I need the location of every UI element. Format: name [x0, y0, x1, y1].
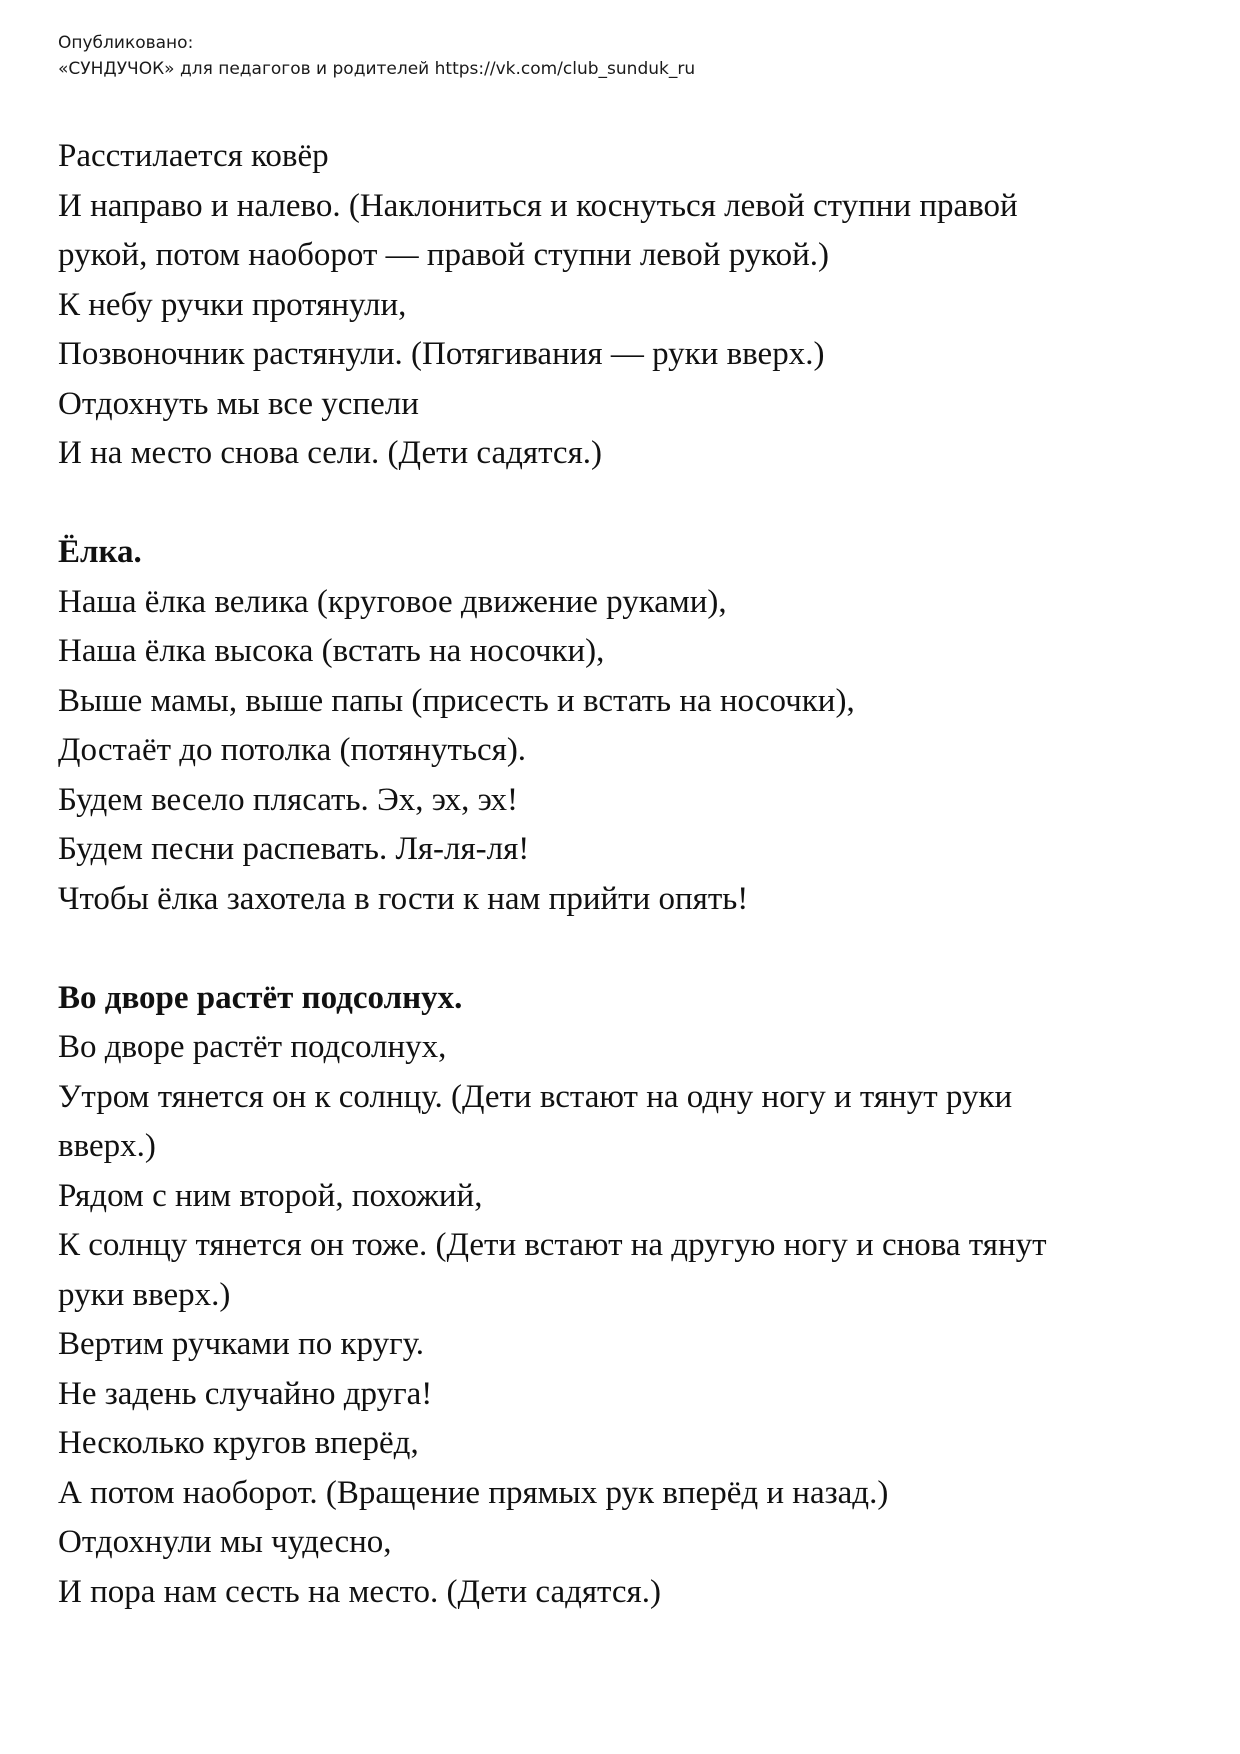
verse-podsolnukh [58, 974, 1188, 1618]
verse-line: Отдохнули мы чудесно, [58, 1524, 392, 1560]
verse-line: А потом наоборот. (Вращение прямых рук вперёд и назад.) [58, 1474, 889, 1511]
verse-line: Вертим ручками по кругу. [58, 1326, 425, 1362]
verse-line: рукой, потом наоборот — правой ступни левой рукой.) [58, 237, 830, 273]
verse-line: Отдохнуть мы все успели [58, 385, 419, 422]
verse-line: Рядом с ним второй, похожий, [58, 1177, 483, 1214]
verse-line: Наша ёлка высока (встать на носочки), [58, 633, 605, 669]
verse-line: Выше мамы, выше папы (присесть и встать на носочки), [58, 682, 855, 719]
verse-line: руки вверх.) [58, 1276, 231, 1313]
verse-line: Не задень случайно друга! [58, 1375, 433, 1412]
verse-line: Позвоночник растянули. (Потягивания — руки вверх.) [58, 336, 825, 372]
section-gap [58, 479, 1188, 529]
section-title: Ёлка. [58, 534, 142, 570]
verse-line: Будем весело плясать. Эх, эх, эх! [58, 781, 519, 818]
verse-line: вверх.) [58, 1128, 156, 1164]
verse-kover [58, 132, 1188, 479]
publication-header [58, 30, 1178, 82]
verse-line: Будем песни распевать. Ля-ля-ля! [58, 831, 530, 867]
verse-line: Чтобы ёлка захотела в гости к нам прийти опять! [58, 880, 749, 917]
verse-line: К солнцу тянется он тоже. (Дети встают на другую ногу и снова тянут [58, 1227, 1047, 1263]
document-body [58, 132, 1188, 1617]
section-title: Во дворе растёт подсолнух. [58, 979, 463, 1016]
verse-line: Достаёт до потолка (потянуться). [58, 732, 527, 768]
verse-line: И на место снова сели. (Дети садятся.) [58, 435, 602, 471]
verse-line: Утром тянется он к солнцу. (Дети встают на одну ногу и тянут руки [58, 1078, 1013, 1115]
verse-line: Наша ёлка велика (круговое движение руками), [58, 583, 727, 620]
header-published-label: Опубликовано: [58, 33, 194, 53]
verse-line: Несколько кругов вперёд, [58, 1425, 419, 1461]
verse-line: Расстилается ковёр [58, 138, 329, 174]
verse-line: К небу ручки протянули, [58, 286, 407, 323]
verse-line: И пора нам сесть на место. (Дети садятся.) [58, 1573, 661, 1610]
section-gap [58, 924, 1188, 974]
verse-line: Во дворе растёт подсолнух, [58, 1029, 447, 1065]
header-source-line: «СУНДУЧОК» для педагогов и родителей https://vk.com/club_sunduk_ru [58, 59, 696, 79]
verse-line: И направо и налево. (Наклониться и коснуться левой ступни правой [58, 187, 1018, 224]
verse-yolka [58, 528, 1188, 924]
